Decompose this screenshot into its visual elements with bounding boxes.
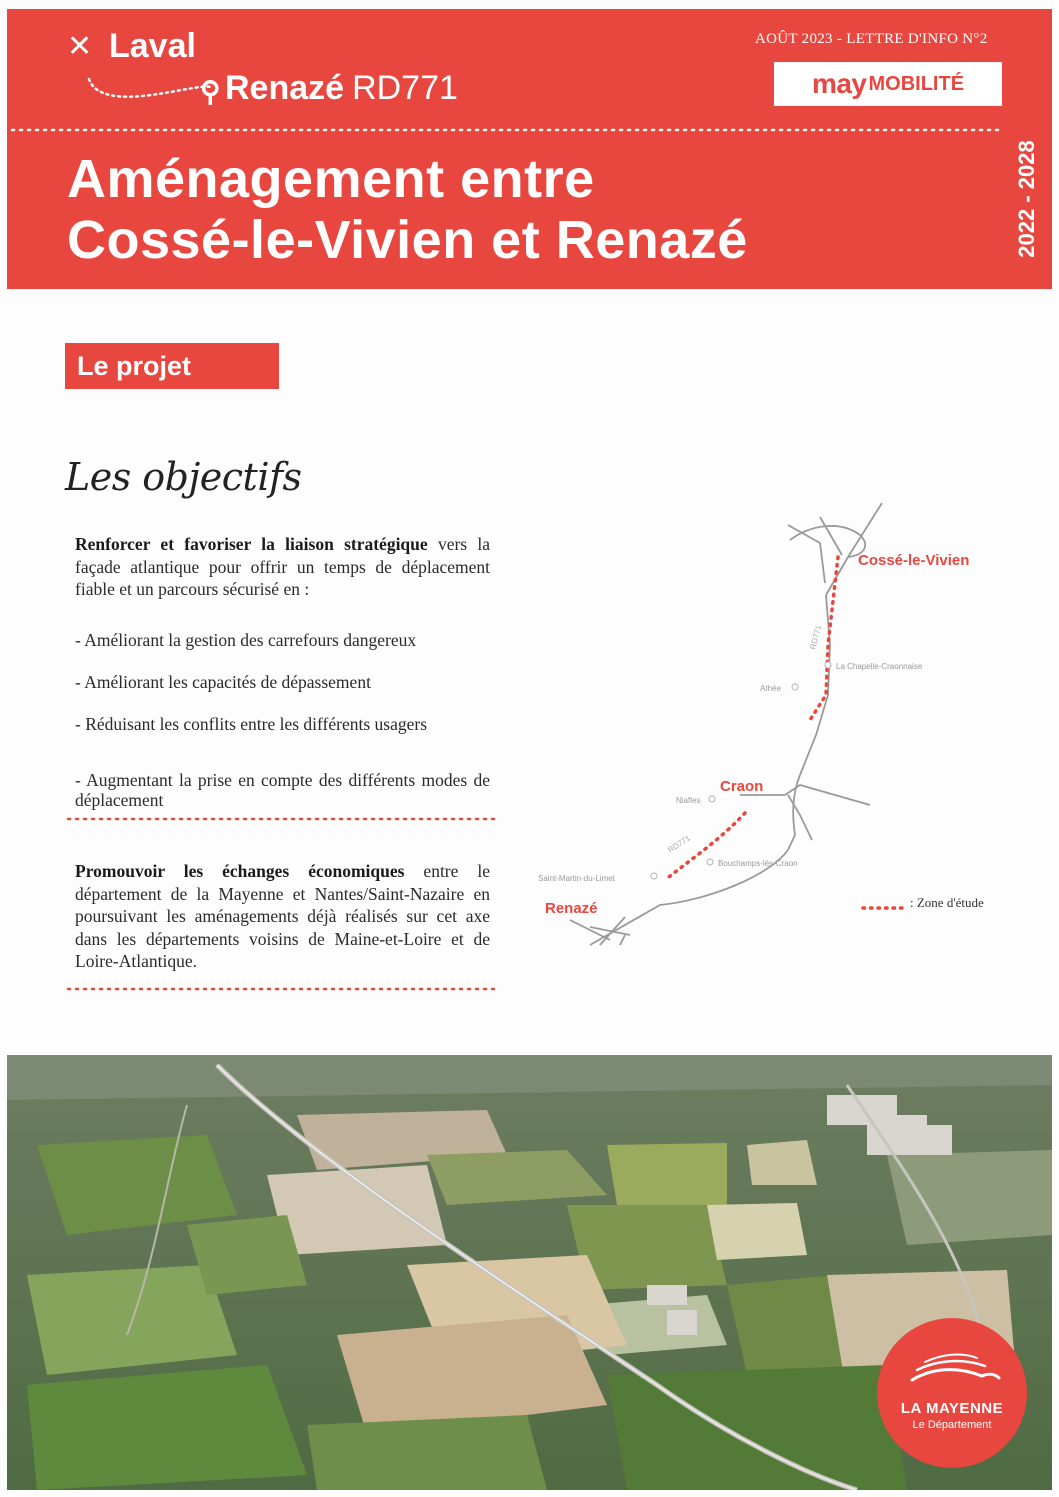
objective-1-bold: Renforcer et favoriser la liaison stratégique xyxy=(75,534,428,554)
map-road-label: RD771 xyxy=(808,624,824,651)
map-town-minor: Athée xyxy=(760,684,781,693)
map-town-minor: Bouchamps-lès-Craon xyxy=(718,859,798,868)
years-label xyxy=(1007,109,1047,289)
list-item: - Améliorant les capacités de dépassement xyxy=(75,672,371,692)
section-subtitle: Les objectifs xyxy=(65,455,302,499)
objective-2 xyxy=(75,860,490,973)
route-to: Renazé RD771 xyxy=(225,69,458,107)
map-legend: : Zone d'étude xyxy=(910,895,984,910)
study-zone-lines xyxy=(665,557,838,880)
objective-1 xyxy=(75,533,490,601)
section-badge: Le projet xyxy=(65,343,279,389)
header-dotted-divider xyxy=(7,127,1007,133)
route-map xyxy=(530,495,1020,965)
map-road-label: RD771 xyxy=(666,833,692,855)
issue-info: AOÛT 2023 - LETTRE D'INFO N°2 xyxy=(755,31,988,47)
map-town-minor: Saint-Martin-du-Limet xyxy=(538,874,615,883)
la-mayenne-logo xyxy=(877,1318,1027,1468)
brand-mobilite: MOBILITÉ xyxy=(868,72,965,95)
list-item: - Augmentant la prise en compte des différents modes de déplacement xyxy=(75,770,490,810)
objective-2-bold: Promouvoir les échanges économiques xyxy=(75,861,405,881)
header-banner xyxy=(7,9,1052,289)
route-from: Laval xyxy=(109,27,196,65)
logo-sub: Le Département xyxy=(912,1419,992,1431)
objective-1-text: vers la façade atlantique pour offrir un temps de déplacement fiable et un parcours sécurisé en : xyxy=(75,534,490,599)
list-item: - Améliorant la gestion des carrefours dangereux xyxy=(75,630,417,650)
dotted-divider xyxy=(65,816,497,822)
location-pin-icon: ⚲ xyxy=(200,76,221,107)
map-town-minor: La Chapelle-Craonnaise xyxy=(836,662,923,671)
maymobilite-logo xyxy=(774,62,1002,106)
brand-may: may xyxy=(811,68,867,99)
map-town-craon: Craon xyxy=(720,778,764,795)
map-town-minor: Niafles xyxy=(676,796,701,805)
years-text: 2022 - 2028 xyxy=(1014,140,1039,258)
title-line2: Cossé-le-Vivien et Renazé xyxy=(67,210,748,270)
title-line1: Aménagement entre xyxy=(67,149,595,209)
logo-name: LA MAYENNE xyxy=(900,1400,1004,1417)
map-roads xyxy=(570,503,882,945)
list-item: - Réduisant les conflits entre les différents usagers xyxy=(75,714,428,734)
objective-2-text: entre le département de la Mayenne et Nantes/Saint-Nazaire en poursuivant les aménagements déjà réalisés sur cet axe dans les départements voisins de Maine-et-Loire et de Loire-Atlantique. xyxy=(75,861,490,971)
cross-icon: ✕ xyxy=(67,29,93,64)
page-title xyxy=(67,149,748,271)
route-road: RD771 xyxy=(352,69,458,107)
dotted-divider xyxy=(65,986,497,992)
map-town-cosse: Cossé-le-Vivien xyxy=(858,552,970,569)
map-town-renaze: Renazé xyxy=(545,900,598,917)
horse-icon xyxy=(877,1318,1027,1398)
